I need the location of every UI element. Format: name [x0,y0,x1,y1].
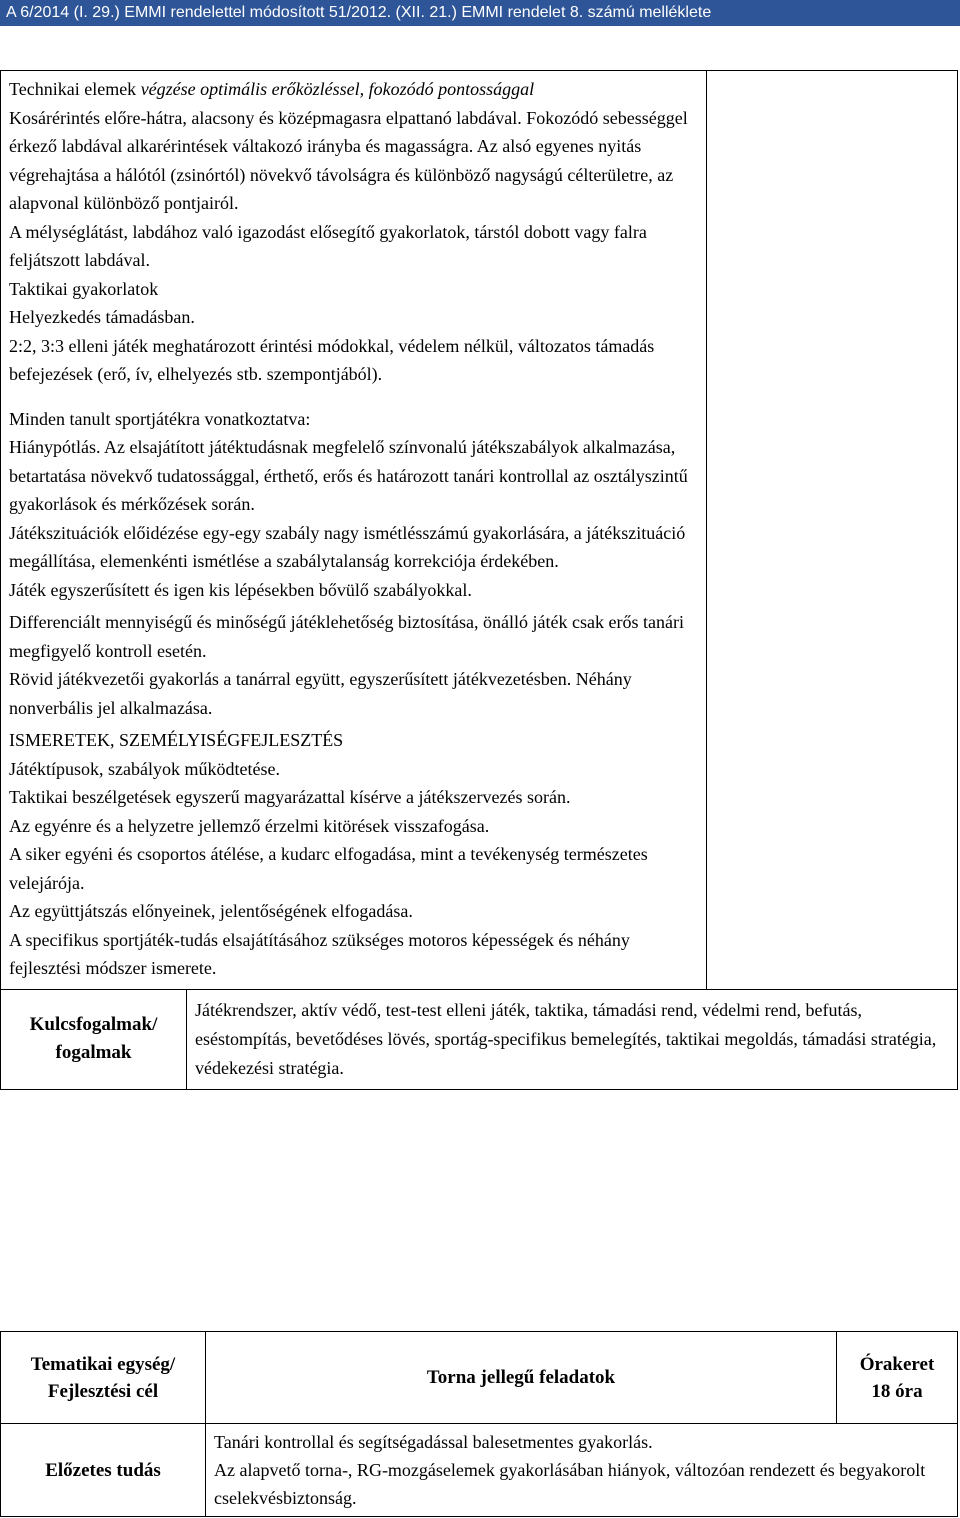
elozetes-value [206,1424,958,1517]
technique-heading [9,75,698,104]
tematikai-title: Torna jellegű feladatok [206,1332,837,1424]
paragraph: Kosárérintés előre-hátra, alacsony és középmagasra elpattanó labdával. Fokozódó sebességgel érkező labdával alkarérintések váltakozó irányba és magasságra. Az alsó egyenes nyitás végrehajtása a hálótól (zsinórtól) növekvő távolságra és különböző nagyságú célterületre, az alapvonal különböző pontjairól. [9,107,688,213]
paragraph: Minden tanult sportjátékra vonatkoztatva: [9,408,311,429]
tematikai-label [1,1332,206,1424]
kulcsfogalmak-label [1,990,187,1089]
kulcsfogalmak-value: Játékrendszer, aktív védő, test-test elleni játék, taktika, támadási rend, védelmi rend, befutás, eséstompítás, bevetődéses lövés, sportág-specifikus bemelegítés, taktikai megoldás, támadási stratégia, védekezési stratégia. [195,999,937,1078]
paragraph: A siker egyéni és csoportos átélése, a kudarc elfogadása, mint a tevékenység természetes velejárója. [9,844,648,893]
paragraph: Helyezkedés támadásban. [9,307,195,327]
orakeret-cell [837,1332,958,1424]
paragraph: Játék egyszerűsített és igen kis lépésekben bővülő szabályokkal. [9,579,472,600]
elozetes-label: Előzetes tudás [1,1424,206,1517]
paragraph: A mélységlátást, labdához való igazodást elősegítő gyakorlatok, társtól dobott vagy falra feljátszott labdával. [9,221,647,270]
elozetes-row [1,1424,958,1517]
tematikai-table [0,1331,958,1517]
orakeret-label: Órakeret [859,1353,935,1375]
paragraph: Taktikai gyakorlatok [9,278,159,299]
section-heading: ISMERETEK, SZEMÉLYISÉGFEJLESZTÉS [9,730,344,750]
content-row [1,71,958,990]
paragraph: Játékszituációk előidézése egy-egy szabály nagy ismétlésszámú gyakorlására, a játékszituáció megállítása, elemenkénti ismétlése a szabálytalanság korrekciója érdekében. [9,522,686,571]
content-cell [1,71,707,990]
content-table [0,70,958,1090]
paragraph: Hiánypótlás. Az elsajátított játéktudásnak megfelelő színvonalú játékszabályok alkalmazása, betartatása növekvő tudatossággal, érthető, erős és határozott tanári kontrollal az osztályszintű gyakorlások és mérkőzések során. [9,437,688,514]
kulcs-wrapper [1,989,958,1089]
paragraph: 2:2, 3:3 elleni játék meghatározott érintési módokkal, védelem nélkül, változatos támadás befejezések (erő, ív, elhelyezés stb. szempontjából). [9,335,655,384]
technique-heading-normal: Technikai elemek [9,79,141,99]
kulcs-row [1,989,958,1089]
kulcs-label-line2: fogalmak [55,1042,132,1063]
paragraph: A specifikus sportjáték-tudás elsajátításához szükséges motoros képességek és néhány fejlesztési módszer ismerete. [9,929,630,978]
paragraph: Játéktípusok, szabályok működtetése. [9,758,280,779]
kulcs-table [1,990,957,1089]
tematikai-label-line2: Fejlesztési cél [47,1380,159,1402]
orakeret-value: 18 óra [871,1380,923,1402]
paragraph: Taktikai beszélgetések egyszerű magyarázattal kísérve a játékszervezés során. [9,787,571,807]
tematikai-label-line1: Tematikai egység/ [30,1353,176,1375]
elozetes-line: Tanári kontrollal és segítségadással balesetmentes gyakorlás. [214,1432,653,1452]
empty-cell [706,71,957,990]
document-header: A 6/2014 (I. 29.) EMMI rendelettel módosított 51/2012. (XII. 21.) EMMI rendelet 8. számú melléklete [0,0,960,26]
technique-heading-italic: végzése optimális erőközléssel, fokozódó pontossággal [140,79,535,99]
elozetes-line: Az alapvető torna-, RG-mozgáselemek gyakorlásában hiányok, változóan rendezett és begyakorolt cselekvésbiztonság. [214,1460,926,1508]
paragraph: Az egyénre és a helyzetre jellemző érzelmi kitörések visszafogása. [9,815,490,836]
content-text [1,71,706,989]
paragraph: Rövid játékvezetői gyakorlás a tanárral együtt, egyszerűsített játékvezetésben. Néhány nonverbális jel alkalmazása. [9,669,632,718]
tematikai-row [1,1332,958,1424]
paragraph: Az együttjátszás előnyeinek, jelentőségének elfogadása. [9,901,413,921]
paragraph: Differenciált mennyiségű és minőségű játéklehetőség biztosítása, önálló játék csak erős tanári megfigyelő kontroll esetén. [9,612,684,661]
kulcs-label-line1: Kulcsfogalmak/ [29,1014,158,1035]
